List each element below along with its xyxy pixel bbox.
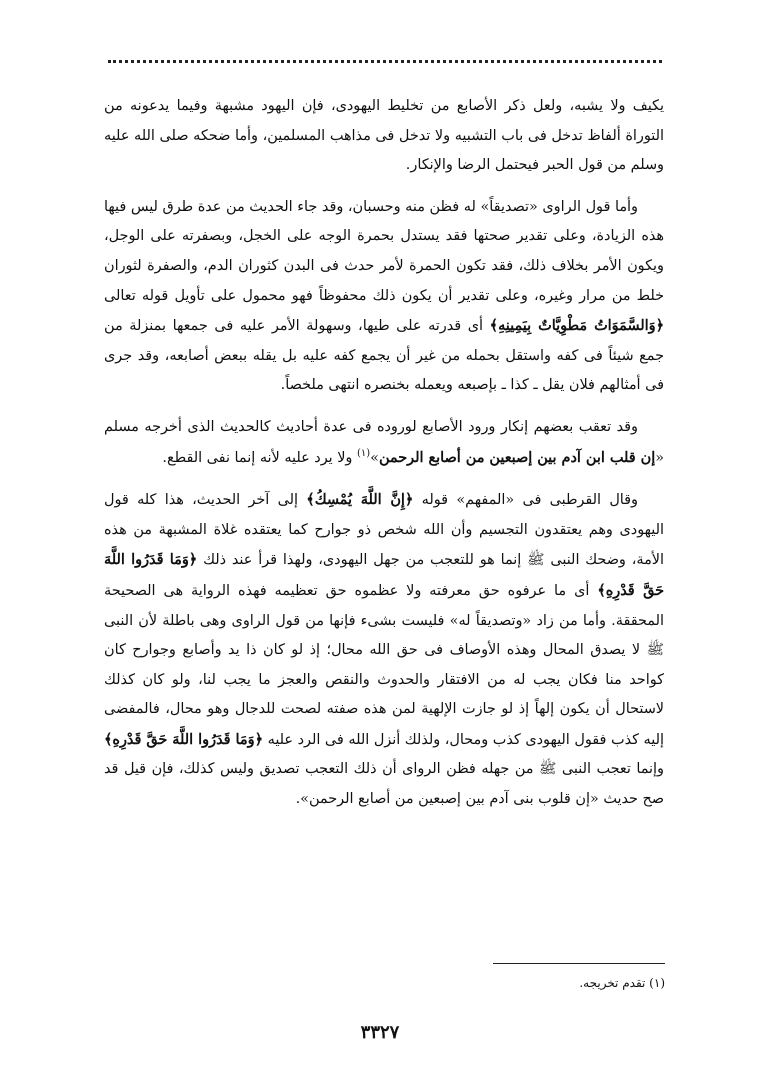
paragraph-3-quote-close: » (370, 449, 379, 466)
quran-verse: ﴿وَمَا قَدَرُوا اللَّهَ حَقَّ قَدْرِهِ﴾ (104, 730, 264, 748)
paragraph-4-text-c: أى ما عرفوه حق معرفته ولا عظموه حق تعظيمه فهذه الرواية هى الصحيحة المحققة. وأما من زاد «وتصديقاً له» فليست بشىء فإنها من قول الراوى وهى باطلة لأن النبى ﷺ لا يصدق المحال وهذه الأوصاف فى حق الله محال؛ إذ لو كان ذا يد وأصابع وجوارح كان كواحد منا فكان يجب له من الافتقار والحدوث والنقص والعجز ما يجب لنا، ولو كان كذلك لاستحال أن يكون إلهاً إذ لو جازت الإلهية لمن هذه صفته لصحت للدجال وهو محال، فالمفضى إليه كذب فقول اليهودى كذب ومحال، ولذلك أنزل الله فى الرد عليه (104, 582, 665, 748)
paragraph-2-text-a: وأما قول الراوى «تصديقاً» له فظن منه وحسبان، وقد جاء الحديث من عدة طرق ليس فيها هذه الزيادة، وعلى تقدير صحتها فقد يستدل بحمرة الوجه على الخجل، وبصفرته على الوجل، ويكون الأمر بخلاف ذلك، فقد تكون الحمرة لأمر حدث فى البدن كثوران الدم، والصفرة لثوران خلط من مرار وغيره، وعلى تقدير أن يكون ذلك محفوظاً فهو محمول على تأويل قوله تعالى (104, 198, 664, 304)
paragraph-4-text-b: إلى آخر الحديث، هذا كله قول اليهودى وهم يعتقدون التجسيم وأن الله شخص ذو جوارح كما يعتقده غلاة المشبهة من هذه الأمة، وضحك النبى ﷺ إنما هو للتعجب من جهل اليهودى، ولهذا قرأ عند ذلك (104, 492, 665, 569)
quran-verse: ﴿إِنَّ اللَّهَ يُمْسِكُ﴾ (306, 491, 414, 509)
paragraph-4-text-d: وإنما تعجب النبى ﷺ من جهله فظن الرواى أن ذلك التعجب تصديق وليس كذلك، فإن قيل قد صح حديث «إن قلوب بنى آدم بين إصبعين من أصابع الرحمن». (104, 761, 664, 808)
footnote: (١) تقدم تخريجه. (579, 976, 665, 990)
paragraph-1-text: يكيف ولا يشبه، ولعل ذكر الأصابع من تخليط اليهودى، فإن اليهود مشبهة وفيما يدعونه من التوراة ألفاظ تدخل فى باب التشبيه ولا تدخل فى مذاهب المسلمين، وأما ضحكه صلى الله عليه وسلم من قول الحبر فيحتمل الرضا والإنكار. (104, 98, 664, 174)
quran-verse: ﴿وَمَا قَدَرُوا اللَّهَ حَقَّ قَدْرِهِ﴾ (104, 551, 664, 599)
paragraph-1 (104, 92, 664, 181)
main-text (104, 92, 664, 815)
paragraph-3-text-b: ولا يرد عليه لأنه إنما نفى القطع. (162, 449, 357, 466)
paragraph-4-text-a: وقال القرطبى فى «المفهم» قوله (413, 492, 639, 509)
footnote-marker: (١) (356, 447, 371, 459)
quran-verse: ﴿وَالسَّمَوَاتُ مَطْوِيَّاتٌ بِيَمِينِهِ﴾ (489, 317, 664, 335)
page-number: ٣٣٢٧ (360, 1022, 400, 1043)
paragraph-4 (104, 485, 664, 815)
paragraph-3 (104, 413, 664, 473)
paragraph-3-text-a: وقد تعقب بعضهم إنكار ورود الأصابع لوروده فى عدة أحاديث كالحديث الذى أخرجه مسلم « (104, 418, 664, 466)
hadith-quote: إن قلب ابن آدم بين إصبعين من أصابع الرحمن (378, 448, 656, 466)
top-dotted-rule (108, 60, 662, 63)
paragraph-2 (104, 193, 664, 401)
paragraph-2-text-b: أى قدرته على طيها، وسهولة الأمر عليه فى جمعها بمنزلة من جمع شيئاً فى كفه واستقل بحمله من غير أن يجمع كفه عليه بل يقله ببعض أصابعه، وقد جرى فى أمثالهم فلان يقل ـ كذا ـ بإصبعه ويعمله بخنصره انتهى ملخصاً. (104, 318, 664, 394)
footnote-separator (493, 963, 665, 964)
